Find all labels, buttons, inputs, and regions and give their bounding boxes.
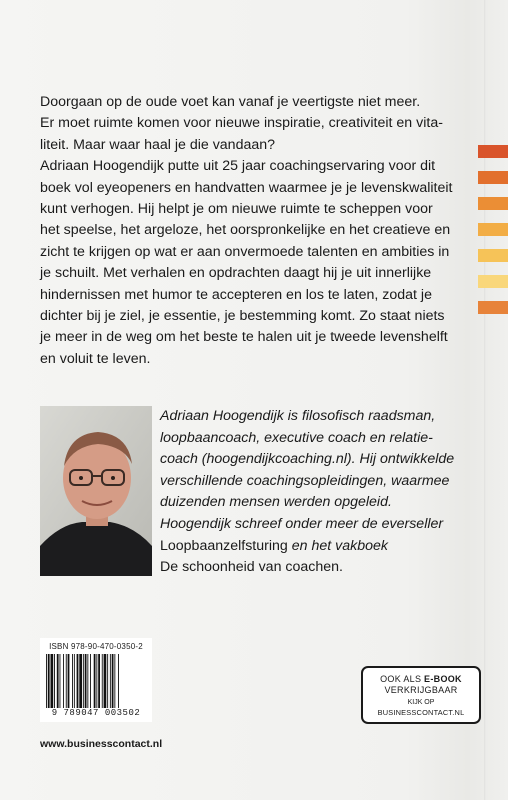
barcode-bar <box>98 654 100 708</box>
publisher-website: www.businesscontact.nl <box>40 738 163 750</box>
barcode-bar <box>112 654 114 708</box>
blurb-line: Doorgaan op de oude voet kan vanaf je veertigste niet meer. <box>40 94 421 110</box>
ebook-line-3: KIJK OP <box>407 699 435 706</box>
ebook-label: E-BOOK <box>424 674 462 684</box>
barcode-bar <box>114 654 115 708</box>
barcode-bar <box>77 654 79 708</box>
barcode-bar <box>68 654 70 708</box>
barcode-bar <box>48 654 50 708</box>
ebook-notice <box>361 666 481 724</box>
barcode-bar <box>87 654 88 708</box>
barcode-bar <box>74 654 75 708</box>
barcode-bar <box>102 654 103 708</box>
barcode-bar <box>54 654 55 708</box>
bio-line: duizenden mensen werden opgeleid. <box>160 494 392 511</box>
stripe <box>478 275 508 288</box>
stripe <box>478 249 508 262</box>
barcode-bar <box>79 654 82 708</box>
blurb-line: boek vol eyeopeners en handvatten waarmee je je levenskwaliteit <box>40 179 453 196</box>
barcode-bar <box>96 654 97 708</box>
barcode-bar <box>51 654 54 708</box>
blurb-line: dichter bij je ziel, je essentie, je bestemming komt. Zo staat niets <box>40 308 445 325</box>
color-stripes <box>478 145 508 327</box>
blurb-line: Er moet ruimte komen voor nieuwe inspiratie, creativiteit en vita- <box>40 115 443 132</box>
blurb-line: je meer in de weg om het beste te halen uit je tweede levenshelft <box>40 329 448 346</box>
blurb-text <box>40 92 480 370</box>
barcode-bar <box>60 654 61 708</box>
stripe <box>478 223 508 236</box>
stripe <box>478 145 508 158</box>
blurb-line: je schuilt. Met verhalen en opdrachten daagt hij je uit innerlijke <box>40 265 432 282</box>
ebook-line-2: VERKRIJGBAAR <box>384 685 458 695</box>
bio-line: Hoogendijk schreef onder meer de everseller <box>160 515 444 532</box>
bio-books-line <box>160 536 480 558</box>
barcode-bar <box>46 654 47 708</box>
author-photo <box>40 406 152 576</box>
barcode <box>40 638 152 722</box>
spine-edge <box>484 0 486 800</box>
barcode-bar <box>72 654 73 708</box>
blurb-line: en voluit te leven. <box>40 350 151 367</box>
bio-connector: en het vakboek <box>287 537 388 554</box>
barcode-bar <box>118 654 119 708</box>
ebook-line-4: BUSINESSCONTACT.NL <box>377 708 465 717</box>
blurb-line: zicht te krijgen op wat er aan onvermoede talenten en ambities in <box>40 243 450 260</box>
blurb-line: kunt verhogen. Hij helpt je om nieuwe ruimte te scheppen voor <box>40 201 433 218</box>
author-bio <box>160 406 480 579</box>
ebook-prefix: OOK ALS <box>380 674 425 684</box>
barcode-bar <box>110 654 111 708</box>
book-title: De schoonheid van coachen. <box>160 559 343 576</box>
ean-number: 9 789047 003502 <box>51 708 141 718</box>
ebook-line-1 <box>363 674 479 685</box>
stripe <box>478 301 508 314</box>
bio-line: verschillende coachingsopleidingen, waarmee <box>160 472 450 489</box>
bio-line: loopbaancoach, executive coach en relatie- <box>160 429 433 446</box>
barcode-bar <box>104 654 107 708</box>
barcode-bar <box>57 654 59 708</box>
barcode-bar <box>94 654 96 708</box>
blurb-line: liteit. Maar waar haal je die vandaan? <box>40 136 276 153</box>
stripe <box>478 197 508 210</box>
bio-line: coach (hoogendijkcoaching.nl). Hij ontwikkelde <box>160 451 455 468</box>
barcode-bar <box>90 654 91 708</box>
book-title: Loopbaanzelfsturing <box>160 537 288 554</box>
bio-line: Adriaan Hoogendijk is filosofisch raadsman, <box>160 408 436 424</box>
barcode-bar <box>66 654 67 708</box>
blurb-line: Adriaan Hoogendijk putte uit 25 jaar coachingservaring voor dit <box>40 158 436 175</box>
barcode-bar <box>63 654 64 708</box>
barcode-bars <box>46 654 146 708</box>
blurb-line: hindernissen met humor te accepteren en los te laten, zodat je <box>40 286 432 303</box>
barcode-bar <box>83 654 84 708</box>
stripe <box>478 171 508 184</box>
isbn-number: ISBN 978-90-470-0350-2 <box>49 642 143 651</box>
blurb-line: het speelse, het argeloze, het oorspronkelijke en het creatieve en <box>40 222 451 239</box>
barcode-bar <box>107 654 108 708</box>
barcode-bar <box>85 654 87 708</box>
